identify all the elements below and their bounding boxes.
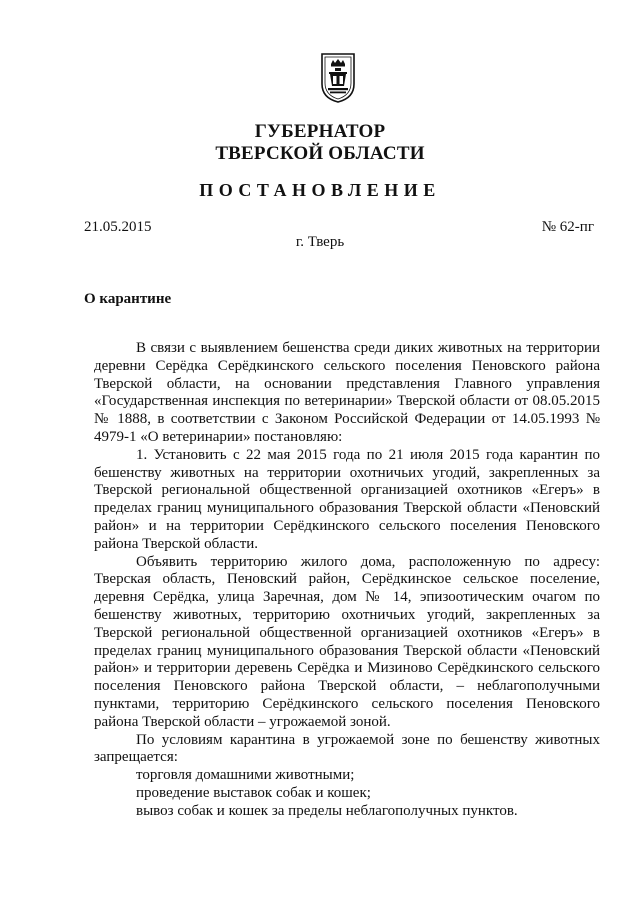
document-date: 21.05.2015 xyxy=(84,219,152,235)
issuer-title-line2: ТВЕРСКОЙ ОБЛАСТИ xyxy=(215,143,425,164)
document-subject: О карантине xyxy=(84,291,172,307)
paragraph-outbreak-zone: Объявить территорию жилого дома, расположенную по адресу: Тверская область, Пеновский район, Серёдкинское сельское поселение, деревня Серёдка, улица Заречная, дом № 14, эпизоотическим очагом по бешенству животных, территорию охотничьих угодий, закрепленных за Тверской региональной общественной организацией охотников «Егеръ» в пределах границ муниципального образования Тверской области «Пеновский район» и территории деревень Серёдка и Мизиново Серёдкинского сельского поселения Пеновского района Тверской области, – неблагополучными пунктами, территорию Серёдкинского сельского поселения Пеновского района Тверской области – угрожаемой зоной. xyxy=(94,553,600,730)
document-city: г. Тверь xyxy=(295,234,345,250)
paragraph-preamble: В связи с выявлением бешенства среди диких животных на территории деревни Серёдка Серёдкинского сельского поселения Пеновского района Тверской области, на основании представления Главного управления «Государственная инспекция по ветеринарии» Тверской области от 08.05.2015 № 1888, в соответствии с Законом Российской Федерации от 14.05.1993 № 4979-1 «О ветеринарии» постановляю: xyxy=(94,340,600,445)
restriction-item: вывоз собак и кошек за пределы неблагополучных пунктов. xyxy=(136,802,518,819)
coat-of-arms-icon xyxy=(320,52,356,104)
document-number: № 62-пг xyxy=(541,219,594,235)
paragraph-quarantine-1: 1. Установить с 22 мая 2015 года по 21 июля 2015 года карантин по бешенству животных на территории охотничьих угодий, закрепленных за Тверской региональной общественной организацией охотников «Егеръ» в пределах границ муниципального образования Тверской области «Пеновский район» и на территории Серёдкинского сельского поселения Пеновского района Тверской области. xyxy=(94,446,600,552)
restriction-item: торговля домашними животными; xyxy=(136,767,355,784)
document-type: ПОСТАНОВЛЕНИЕ xyxy=(199,180,441,200)
paragraph-restrictions: По условиям карантина в угрожаемой зоне по бешенству животных запрещается: xyxy=(94,731,600,766)
issuer-title-line1: ГУБЕРНАТОР xyxy=(254,121,386,142)
restriction-item: проведение выставок собак и кошек; xyxy=(136,784,371,801)
document-body xyxy=(94,340,600,821)
